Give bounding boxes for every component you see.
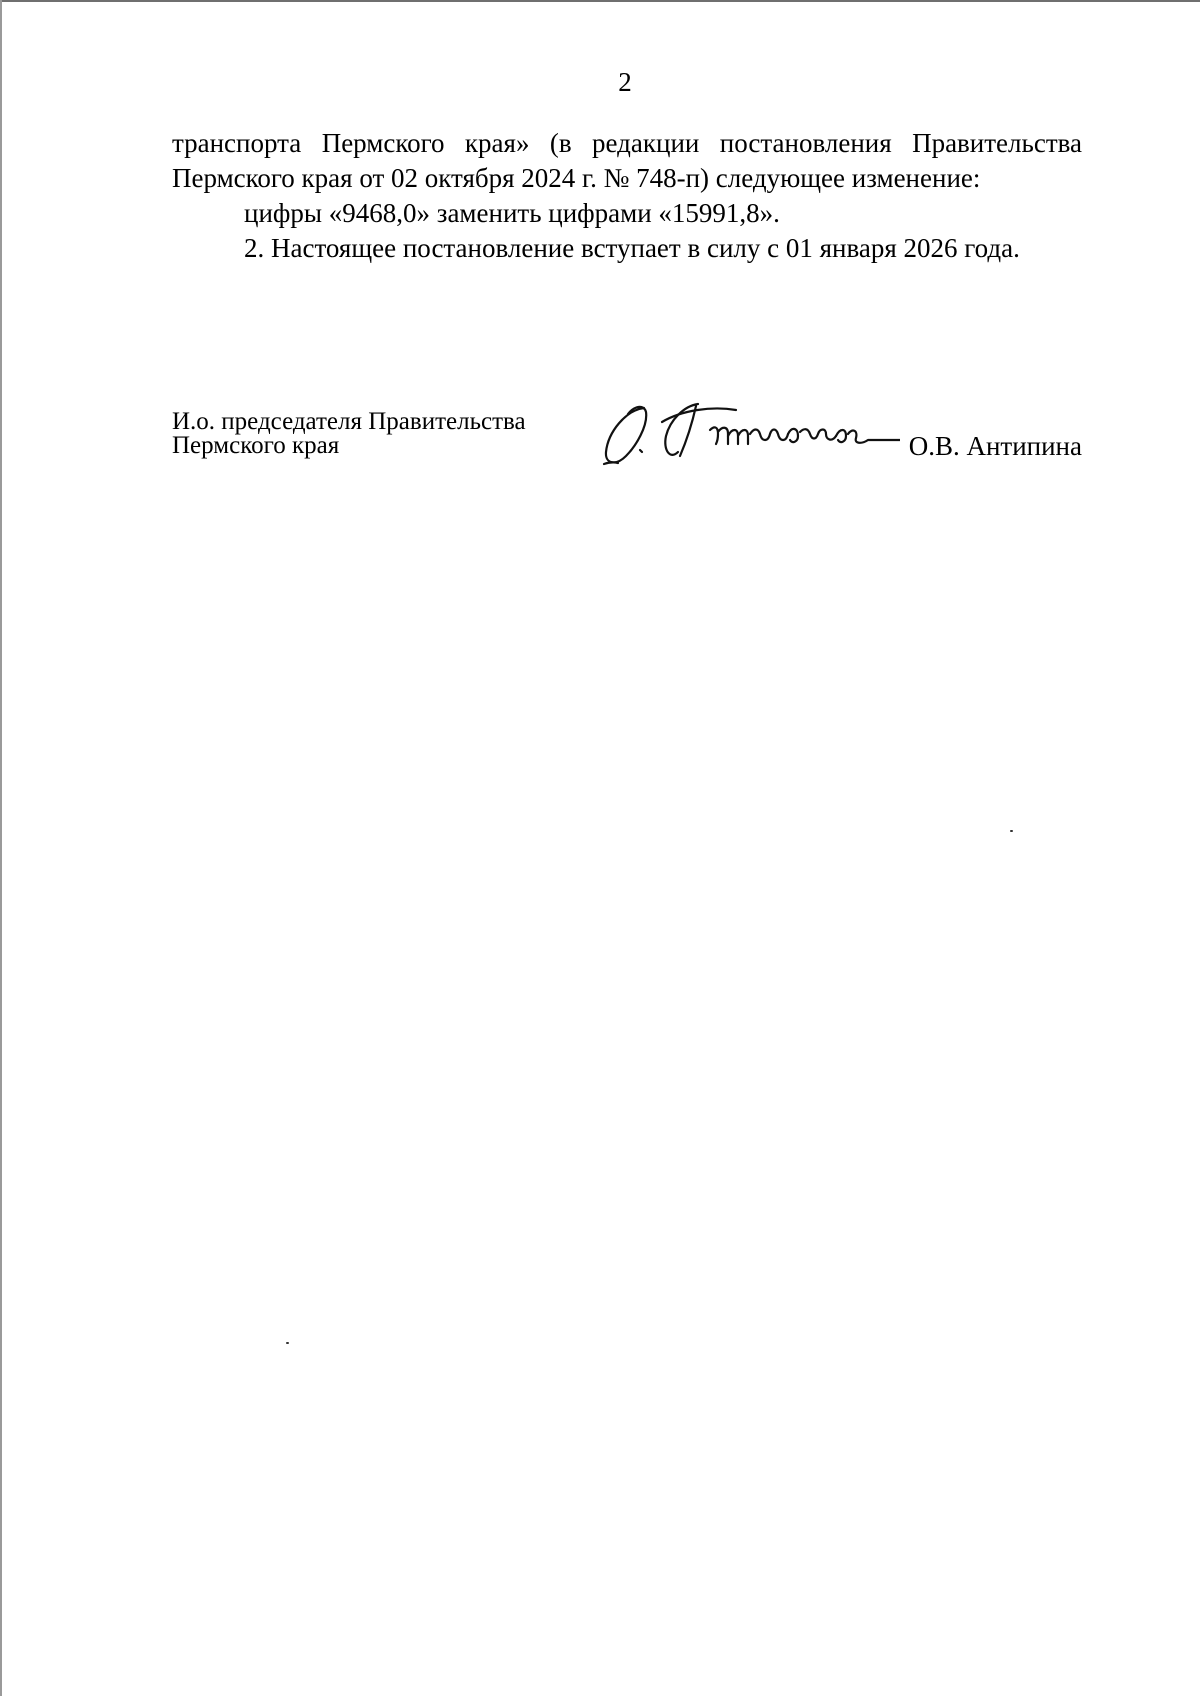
paragraph-replacement: цифры «9468,0» заменить цифрами «15991,8».	[244, 198, 780, 228]
paragraph-effective-date: 2. Настоящее постановление вступает в силу с 01 января 2026 года.	[244, 233, 1020, 263]
handwritten-signature	[600, 400, 900, 470]
scan-speck	[286, 1342, 289, 1344]
signer-title	[172, 410, 526, 458]
scan-speck	[1010, 830, 1013, 832]
page-number: 2	[618, 67, 632, 97]
scan-edge-top	[0, 0, 1200, 2]
document-body	[172, 126, 1082, 266]
signer-title-line-1: И.о. председателя Правительства	[172, 408, 526, 435]
signer-title-line-2: Пермского края	[172, 432, 340, 459]
paragraph-continuation: транспорта Пермского края» (в редакции постановления Правительства Пермского края от 02 октября 2024 г. № 748-п) следующее изменение:	[172, 128, 1082, 193]
scan-edge-left	[0, 0, 2, 1696]
signer-name: О.В. Антипина	[908, 431, 1082, 461]
signature-block	[172, 410, 1082, 480]
